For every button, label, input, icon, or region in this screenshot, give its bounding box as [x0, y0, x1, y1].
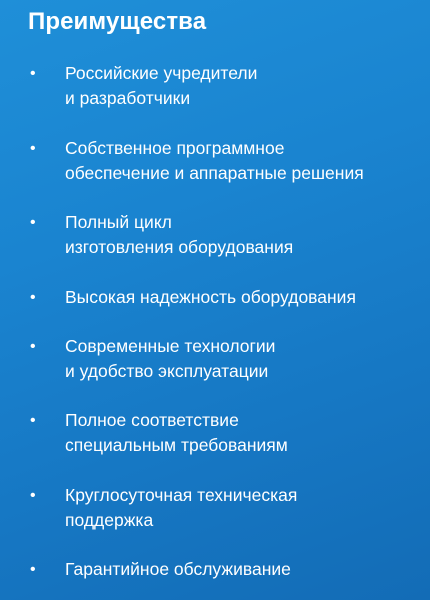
bullet-icon: • — [30, 561, 36, 578]
bullet-icon: • — [30, 289, 36, 306]
list-item-text: Круглосуточная техническая поддержка — [65, 485, 298, 530]
list-item-text: Собственное программное обеспечение и аппаратные решения — [65, 138, 364, 183]
bullet-icon: • — [30, 214, 36, 231]
bullet-icon: • — [30, 338, 36, 355]
list-item-text: Высокая надежность оборудования — [65, 287, 356, 307]
bullet-icon: • — [30, 140, 36, 157]
list-item-text: Полный цикл изготовления оборудования — [65, 212, 294, 257]
list-item-text: Гарантийное обслуживание — [65, 559, 291, 579]
list-item-text: Современные технологии и удобство эксплуатации — [65, 336, 276, 381]
bullet-icon: • — [30, 487, 36, 504]
panel-title: Преимущества — [28, 8, 207, 35]
bullet-icon: • — [30, 65, 36, 82]
bullet-icon: • — [30, 412, 36, 429]
list-item-text: Российские учредители и разработчики — [65, 63, 258, 108]
list-item-text: Полное соответствие специальным требованиям — [65, 410, 288, 455]
